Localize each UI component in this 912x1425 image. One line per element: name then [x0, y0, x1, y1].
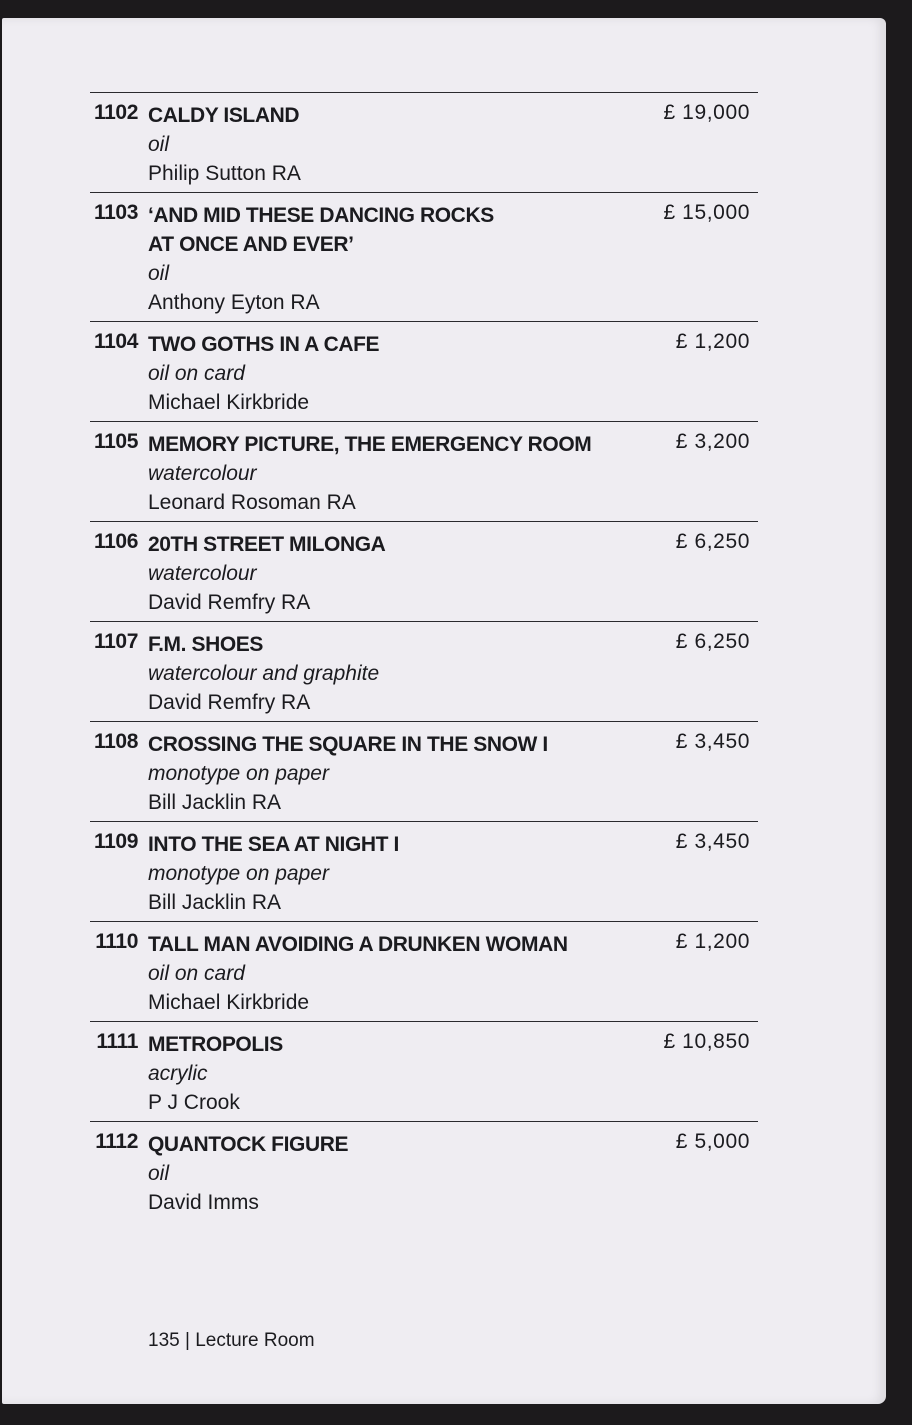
lot-number: 1105 [94, 430, 138, 453]
artwork-title: MEMORY PICTURE, THE EMERGENCY ROOM [148, 433, 592, 456]
artwork-title: F.M. SHOES [148, 633, 264, 656]
artist-name: Anthony Eyton RA [148, 291, 320, 314]
entry-details [148, 630, 668, 717]
artwork-price: £ 15,000 [663, 201, 750, 224]
catalogue-entry [90, 192, 758, 321]
entry-details [148, 101, 668, 188]
lot-number: 1103 [94, 201, 138, 224]
lot-number: 1109 [94, 830, 138, 853]
artwork-title: CROSSING THE SQUARE IN THE SNOW I [148, 733, 548, 756]
artwork-price: £ 3,450 [675, 830, 750, 853]
artist-name: P J Crook [148, 1091, 240, 1114]
artwork-price: £ 10,850 [663, 1030, 750, 1053]
artwork-medium: monotype on paper [148, 762, 329, 785]
catalogue-entry [90, 1121, 758, 1221]
artwork-title: ‘AND MID THESE DANCING ROCKS AT ONCE AND EVER’ [148, 204, 494, 256]
artist-name: Bill Jacklin RA [148, 791, 282, 814]
entry-details [148, 1130, 668, 1217]
artist-name: Leonard Rosoman RA [148, 491, 356, 514]
artwork-medium: oil [148, 262, 170, 285]
page-footer: 135 | Lecture Room [148, 1330, 315, 1351]
lot-number: 1107 [94, 630, 138, 653]
artwork-medium: oil [148, 1162, 170, 1185]
entry-details [148, 830, 668, 917]
artwork-price: £ 19,000 [663, 101, 750, 124]
artwork-price: £ 3,450 [675, 730, 750, 753]
artist-name: Philip Sutton RA [148, 162, 301, 185]
catalogue-list [90, 92, 758, 1221]
lot-number: 1112 [95, 1130, 138, 1153]
catalogue-entry [90, 621, 758, 721]
catalogue-entry [90, 421, 758, 521]
lot-number: 1104 [94, 330, 138, 353]
catalogue-entry [90, 521, 758, 621]
artwork-title: INTO THE SEA AT NIGHT I [148, 833, 399, 856]
entry-details [148, 730, 668, 817]
artwork-title: 20TH STREET MILONGA [148, 533, 386, 556]
artwork-title: METROPOLIS [148, 1033, 283, 1056]
artwork-medium: monotype on paper [148, 862, 329, 885]
artwork-title: QUANTOCK FIGURE [148, 1133, 349, 1156]
artwork-title: TWO GOTHS IN A CAFE [148, 333, 380, 356]
catalogue-entry [90, 721, 758, 821]
artwork-medium: acrylic [148, 1062, 208, 1085]
catalogue-entry [90, 1021, 758, 1121]
artwork-price: £ 6,250 [675, 630, 750, 653]
entry-details [148, 930, 668, 1017]
artwork-medium: watercolour and graphite [148, 662, 380, 685]
artwork-title: TALL MAN AVOIDING A DRUNKEN WOMAN [148, 933, 568, 956]
artist-name: Michael Kirkbride [148, 991, 310, 1014]
artwork-medium: watercolour [148, 562, 257, 585]
lot-number: 1108 [94, 730, 138, 753]
artwork-price: £ 1,200 [675, 330, 750, 353]
entry-details [148, 1030, 668, 1117]
catalogue-entry [90, 921, 758, 1021]
artwork-price: £ 1,200 [675, 930, 750, 953]
artist-name: David Imms [148, 1191, 259, 1214]
artwork-medium: oil on card [148, 962, 245, 985]
artwork-medium: oil [148, 133, 170, 156]
artwork-title: CALDY ISLAND [148, 104, 300, 127]
entry-details [148, 530, 668, 617]
catalogue-page [2, 18, 886, 1404]
lot-number: 1106 [94, 530, 138, 553]
entry-details [148, 330, 668, 417]
artist-name: Bill Jacklin RA [148, 891, 282, 914]
artwork-medium: oil on card [148, 362, 245, 385]
entry-details [148, 430, 668, 517]
catalogue-entry [90, 92, 758, 192]
artist-name: David Remfry RA [148, 591, 311, 614]
artwork-price: £ 5,000 [675, 1130, 750, 1153]
artist-name: David Remfry RA [148, 691, 311, 714]
artwork-medium: watercolour [148, 462, 257, 485]
artwork-price: £ 6,250 [675, 530, 750, 553]
catalogue-entry [90, 821, 758, 921]
artist-name: Michael Kirkbride [148, 391, 310, 414]
catalogue-entry [90, 321, 758, 421]
entry-details [148, 201, 508, 317]
lot-number: 1110 [95, 930, 138, 953]
artwork-price: £ 3,200 [675, 430, 750, 453]
lot-number: 1111 [96, 1030, 138, 1053]
lot-number: 1102 [94, 101, 138, 124]
